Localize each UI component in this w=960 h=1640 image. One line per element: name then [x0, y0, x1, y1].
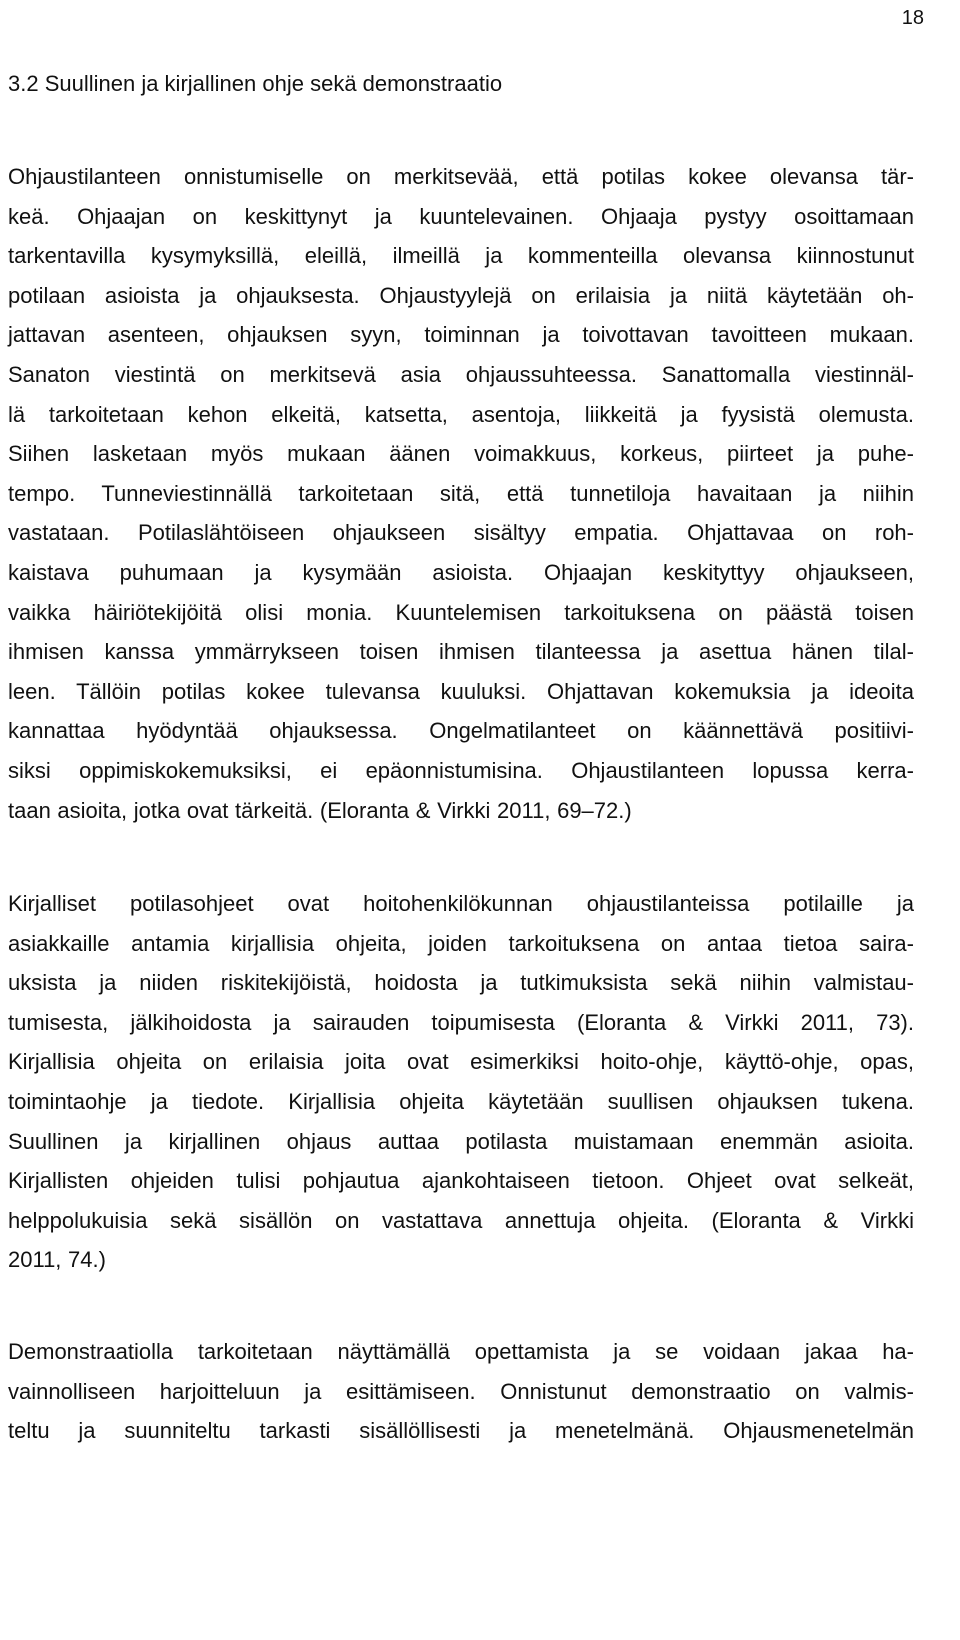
page-content — [8, 69, 914, 1451]
paragraph-line: Ohjaustilanteen onnistumiselle on merkitsevää, että potilas kokee olevansa tär- — [8, 164, 914, 189]
paragraph-line: leen. Tällöin potilas kokee tulevansa kuuluksi. Ohjattavan kokemuksia ja ideoita — [8, 678, 914, 704]
paragraph-line: lä tarkoitetaan kehon elkeitä, katsetta, asentoja, liikkeitä ja fyysistä olemusta. — [8, 401, 914, 427]
paragraph-line: kannattaa hyödyntää ohjauksessa. Ongelmatilanteet on käännettävä positiivi- — [8, 718, 914, 744]
paragraph-line: Siihen lasketaan myös mukaan äänen voimakkuus, korkeus, piirteet ja puhe- — [8, 441, 914, 467]
paragraph-line: tumisesta, jälkihoidosta ja sairauden toipumisesta (Eloranta & Virkki 2011, 73). — [8, 1009, 914, 1035]
section-heading: 3.2 Suullinen ja kirjallinen ohje sekä demonstraatio — [8, 71, 503, 96]
paragraph-line: Kirjallisten ohjeiden tulisi pohjautua ajankohtaiseen tietoon. Ohjeet ovat selkeät, — [8, 1168, 914, 1194]
paragraph-written-instructions — [8, 884, 914, 1280]
paragraph-line: uksista ja niiden riskitekijöistä, hoidosta ja tutkimuksista sekä niihin valmistau- — [8, 970, 914, 996]
paragraph-line: potilaan asioista ja ohjauksesta. Ohjaustyylejä on erilaisia ja niitä käytetään oh- — [8, 282, 914, 308]
paragraph-line: Demonstraatiolla tarkoitetaan näyttämällä opettamista ja se voidaan jakaa ha- — [8, 1339, 914, 1365]
paragraph-line: siksi oppimiskokemuksiksi, ei epäonnistumisina. Ohjaustilanteen lopussa kerra- — [8, 757, 914, 783]
paragraph-line: teltu ja suunniteltu tarkasti sisällöllisesti ja menetelmänä. Ohjausmenetelmän — [8, 1418, 914, 1444]
paragraph-line: 2011, 74.) — [8, 1247, 106, 1273]
paragraph-guidance-situation — [8, 157, 914, 830]
paragraph-line: kaistava puhumaan ja kysymään asioista. Ohjaajan keskityttyy ohjaukseen, — [8, 559, 914, 585]
paragraph-line: Suullinen ja kirjallinen ohjaus auttaa potilasta muistamaan enemmän asioita. — [8, 1128, 914, 1154]
paragraph-line: helppolukuisia sekä sisällön on vastattava annettuja ohjeita. (Eloranta & Virkki — [8, 1207, 914, 1233]
paragraph-demonstration — [8, 1332, 914, 1451]
page-number: 18 — [901, 7, 924, 29]
paragraph-line: keä. Ohjaajan on keskittynyt ja kuuntelevainen. Ohjaaja pystyy osoittamaan — [8, 203, 914, 229]
paragraph-line: Kirjallisia ohjeita on erilaisia joita ovat esimerkiksi hoito-ohje, käyttö-ohje, opas, — [8, 1049, 914, 1075]
paragraph-line: tempo. Tunneviestinnällä tarkoitetaan sitä, että tunnetiloja havaitaan ja niihin — [8, 480, 914, 506]
paragraph-line: asiakkaille antamia kirjallisia ohjeita, joiden tarkoituksena on antaa tietoa saira- — [8, 930, 914, 956]
paragraph-line: toimintaohje ja tiedote. Kirjallisia ohjeita käytetään suullisen ohjauksen tukena. — [8, 1089, 914, 1115]
paragraph-line: Kirjalliset potilasohjeet ovat hoitohenkilökunnan ohjaustilanteissa potilaille ja — [8, 891, 914, 917]
paragraph-line: tarkentavilla kysymyksillä, eleillä, ilmeillä ja kommenteilla olevansa kiinnostunut — [8, 243, 914, 269]
paragraph-line: vastataan. Potilaslähtöiseen ohjaukseen sisältyy empatia. Ohjattavaa on roh- — [8, 520, 914, 546]
paragraph-line: vaikka häiriötekijöitä olisi monia. Kuuntelemisen tarkoituksena on päästä toisen — [8, 599, 914, 625]
paragraph-line: jattavan asenteen, ohjauksen syyn, toiminnan ja toivottavan tavoitteen mukaan. — [8, 322, 914, 348]
paragraph-line: vainnolliseen harjoitteluun ja esittämiseen. Onnistunut demonstraatio on valmis- — [8, 1378, 914, 1404]
paragraph-line: ihmisen kanssa ymmärrykseen toisen ihmisen tilanteessa ja asettua hänen tilal- — [8, 639, 914, 665]
paragraph-line: taan asioita, jotka ovat tärkeitä. (Eloranta & Virkki 2011, 69–72.) — [8, 797, 632, 823]
paragraph-line: Sanaton viestintä on merkitsevä asia ohjaussuhteessa. Sanattomalla viestinnäl- — [8, 361, 914, 387]
